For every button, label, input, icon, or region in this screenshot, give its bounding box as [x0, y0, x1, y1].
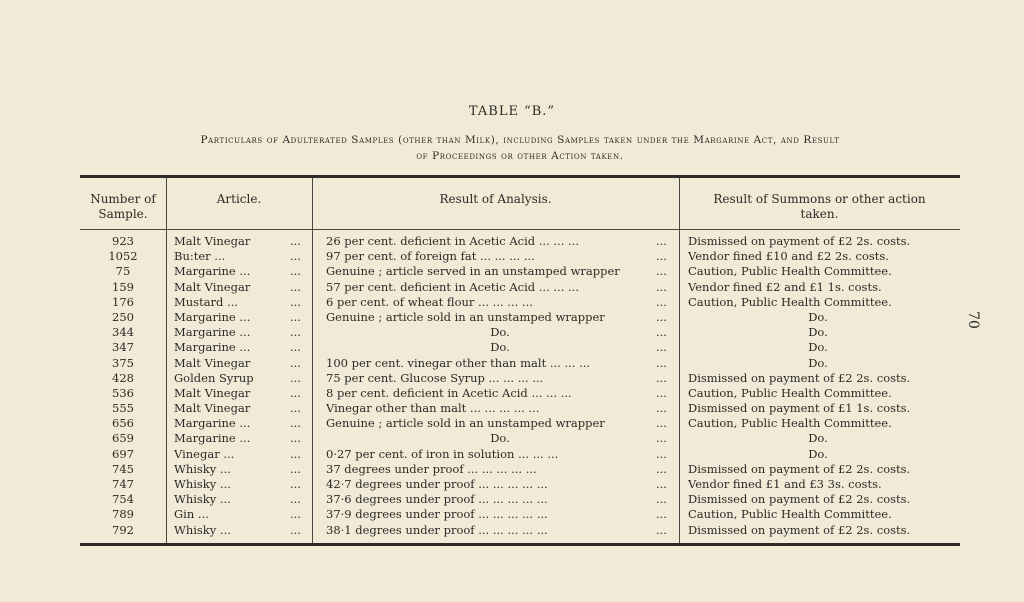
subtitle-line-2: of Proceedings or other Action taken.: [416, 150, 624, 162]
cell-article-dots: ...: [290, 249, 301, 264]
cell-summons: Dismissed on payment of £2 2s. costs.: [688, 522, 911, 537]
cell-article-dots: ...: [290, 477, 301, 491]
header-article: Article.: [216, 192, 262, 206]
cell-result-dots: ...: [656, 309, 667, 324]
cell-article: Malt Vinegar: [174, 355, 251, 370]
table-body: [80, 234, 960, 538]
table-row: [80, 477, 960, 492]
cell-summons: Caution, Public Health Committee.: [688, 264, 892, 279]
table-top-rule: [80, 175, 960, 178]
cell-result-dots: ...: [656, 507, 667, 522]
cell-article: Malt Vinegar: [174, 234, 251, 248]
table-row: [80, 234, 960, 249]
table-row: [80, 416, 960, 431]
cell-number: 176: [112, 294, 134, 309]
table-row: [80, 386, 960, 401]
cell-result: Vinegar other than malt ... ... ... ... ...: [326, 401, 540, 416]
table-row: [80, 447, 960, 462]
cell-summons: Dismissed on payment of £2 2s. costs.: [688, 370, 911, 385]
cell-result: 37·6 degrees under proof ... ... ... ... ...: [326, 492, 548, 507]
table-row: [80, 295, 960, 310]
cell-number: 555: [112, 401, 134, 416]
cell-article: Margarine ...: [174, 309, 251, 324]
cell-article-dots: ...: [290, 264, 301, 279]
cell-number: 656: [112, 416, 134, 431]
cell-article-dots: ...: [290, 294, 301, 309]
table-row: [80, 310, 960, 325]
subtitle-line-1: Particulars of Adulterated Samples (other than Milk), including Samples taken under the Margarine Act, and Result: [200, 134, 840, 146]
header-number: [80, 192, 166, 222]
cell-summons: Do.: [808, 340, 828, 355]
cell-summons: Vendor fined £1 and £3 3s. costs.: [688, 477, 882, 491]
cell-number: 745: [112, 461, 134, 476]
table-row: [80, 492, 960, 507]
cell-result: 0·27 per cent. of iron in solution ... ... ...: [326, 446, 559, 461]
table-row: [80, 401, 960, 416]
cell-article-dots: ...: [290, 385, 301, 400]
cell-article-dots: ...: [290, 279, 301, 294]
table-row: [80, 280, 960, 295]
cell-result: 57 per cent. deficient in Acetic Acid ... ... ...: [326, 279, 579, 294]
cell-article: Whisky ...: [174, 477, 231, 491]
cell-article-dots: ...: [290, 492, 301, 507]
header-number-line-1: Number of: [90, 192, 156, 206]
cell-summons: Do.: [808, 431, 828, 446]
cell-result: 42·7 degrees under proof ... ... ... ... ...: [326, 477, 548, 491]
cell-number: 1052: [108, 249, 138, 264]
cell-result-dots: ...: [656, 446, 667, 461]
cell-result-dots: ...: [656, 249, 667, 264]
cell-article-dots: ...: [290, 234, 301, 248]
cell-article: Mustard ...: [174, 294, 239, 309]
cell-result-dots: ...: [656, 355, 667, 370]
cell-number: 536: [112, 385, 134, 400]
cell-article: Margarine ...: [174, 416, 251, 431]
cell-result: Genuine ; article served in an unstamped wrapper: [326, 264, 620, 279]
cell-result: Genuine ; article sold in an unstamped wrapper: [326, 309, 605, 324]
cell-article-dots: ...: [290, 416, 301, 431]
header-summons: [679, 192, 960, 222]
cell-article: Margarine ...: [174, 340, 251, 355]
cell-number: 428: [112, 370, 134, 385]
cell-result: Do.: [490, 325, 510, 340]
header-result: Result of Analysis.: [439, 192, 552, 206]
cell-result: 8 per cent. deficient in Acetic Acid ... ... ...: [326, 385, 572, 400]
cell-number: 347: [112, 340, 134, 355]
cell-article: Gin ...: [174, 507, 209, 522]
cell-summons: Caution, Public Health Committee.: [688, 294, 892, 309]
cell-number: 754: [112, 492, 134, 507]
cell-result-dots: ...: [656, 431, 667, 446]
cell-result-dots: ...: [656, 234, 667, 248]
cell-summons: Do.: [808, 325, 828, 340]
cell-result: 38·1 degrees under proof ... ... ... ... ...: [326, 522, 548, 537]
cell-summons: Caution, Public Health Committee.: [688, 385, 892, 400]
table-row: [80, 462, 960, 477]
cell-summons: Do.: [808, 446, 828, 461]
table-row: [80, 523, 960, 538]
cell-article: Margarine ...: [174, 325, 251, 340]
cell-result-dots: ...: [656, 264, 667, 279]
cell-summons: Do.: [808, 355, 828, 370]
cell-number: 250: [112, 309, 134, 324]
cell-summons: Vendor fined £2 and £1 1s. costs.: [688, 279, 882, 294]
cell-summons: Caution, Public Health Committee.: [688, 507, 892, 522]
cell-result: Do.: [490, 340, 510, 355]
cell-result-dots: ...: [656, 340, 667, 355]
cell-article: Whisky ...: [174, 522, 231, 537]
cell-article-dots: ...: [290, 522, 301, 537]
cell-result: 75 per cent. Glucose Syrup ... ... ... ...: [326, 370, 544, 385]
cell-result-dots: ...: [656, 492, 667, 507]
cell-article-dots: ...: [290, 401, 301, 416]
cell-number: 375: [112, 355, 134, 370]
cell-article: Malt Vinegar: [174, 279, 251, 294]
header-summons-line-2: taken.: [800, 207, 839, 221]
cell-article: Whisky ...: [174, 492, 231, 507]
cell-result-dots: ...: [656, 294, 667, 309]
cell-result-dots: ...: [656, 370, 667, 385]
cell-article-dots: ...: [290, 340, 301, 355]
cell-result-dots: ...: [656, 385, 667, 400]
cell-number: 923: [112, 234, 134, 248]
cell-article-dots: ...: [290, 355, 301, 370]
cell-summons: Dismissed on payment of £2 2s. costs.: [688, 461, 911, 476]
cell-summons: Caution, Public Health Committee.: [688, 416, 892, 431]
cell-article: Margarine ...: [174, 264, 251, 279]
table-title: TABLE “B.”: [468, 104, 556, 119]
cell-result-dots: ...: [656, 325, 667, 340]
table-header-rule: [80, 229, 960, 230]
cell-number: 789: [112, 507, 134, 522]
header-number-line-2: Sample.: [98, 207, 148, 221]
cell-result: 37 degrees under proof ... ... ... ... ...: [326, 461, 537, 476]
cell-article-dots: ...: [290, 309, 301, 324]
cell-result: Genuine ; article sold in an unstamped wrapper: [326, 416, 605, 431]
cell-article-dots: ...: [290, 461, 301, 476]
cell-article: Whisky ...: [174, 461, 231, 476]
cell-result-dots: ...: [656, 522, 667, 537]
cell-result-dots: ...: [656, 416, 667, 431]
cell-article: Malt Vinegar: [174, 385, 251, 400]
table-row: [80, 325, 960, 340]
cell-result: 37·9 degrees under proof ... ... ... ... ...: [326, 507, 548, 522]
table-row: [80, 264, 960, 279]
table-row: [80, 431, 960, 446]
table-subtitle: [80, 132, 960, 164]
page-number: 70: [964, 311, 981, 329]
cell-article-dots: ...: [290, 507, 301, 522]
cell-number: 659: [112, 431, 134, 446]
table-row: [80, 340, 960, 355]
cell-result-dots: ...: [656, 477, 667, 491]
cell-result: 6 per cent. of wheat flour ... ... ... ...: [326, 294, 533, 309]
cell-summons: Do.: [808, 309, 828, 324]
header-summons-line-1: Result of Summons or other action: [713, 192, 926, 206]
cell-summons: Dismissed on payment of £2 2s. costs.: [688, 234, 911, 248]
cell-article: Bu:ter ...: [174, 249, 226, 264]
cell-result-dots: ...: [656, 279, 667, 294]
cell-number: 792: [112, 522, 134, 537]
cell-result: 100 per cent. vinegar other than malt ... ... ...: [326, 355, 591, 370]
cell-result-dots: ...: [656, 461, 667, 476]
cell-number: 159: [112, 279, 134, 294]
cell-article-dots: ...: [290, 325, 301, 340]
cell-article: Margarine ...: [174, 431, 251, 446]
table-row: [80, 249, 960, 264]
cell-article-dots: ...: [290, 370, 301, 385]
cell-result: 26 per cent. deficient in Acetic Acid ... ... ...: [326, 234, 579, 248]
cell-summons: Vendor fined £10 and £2 2s. costs.: [688, 249, 889, 264]
cell-article-dots: ...: [290, 431, 301, 446]
cell-number: 75: [115, 264, 131, 279]
cell-article: Malt Vinegar: [174, 401, 251, 416]
cell-number: 344: [112, 325, 134, 340]
cell-summons: Dismissed on payment of £2 2s. costs.: [688, 492, 911, 507]
cell-number: 747: [112, 477, 134, 491]
cell-article: Golden Syrup: [174, 370, 254, 385]
cell-summons: Dismissed on payment of £1 1s. costs.: [688, 401, 911, 416]
table-row: [80, 356, 960, 371]
table-row: [80, 371, 960, 386]
cell-result: Do.: [490, 431, 510, 446]
cell-result-dots: ...: [656, 401, 667, 416]
cell-article-dots: ...: [290, 446, 301, 461]
cell-article: Vinegar ...: [174, 446, 235, 461]
table-bottom-rule: [80, 543, 960, 546]
table-row: [80, 507, 960, 522]
cell-result: 97 per cent. of foreign fat ... ... ... ...: [326, 249, 535, 264]
cell-number: 697: [112, 446, 134, 461]
